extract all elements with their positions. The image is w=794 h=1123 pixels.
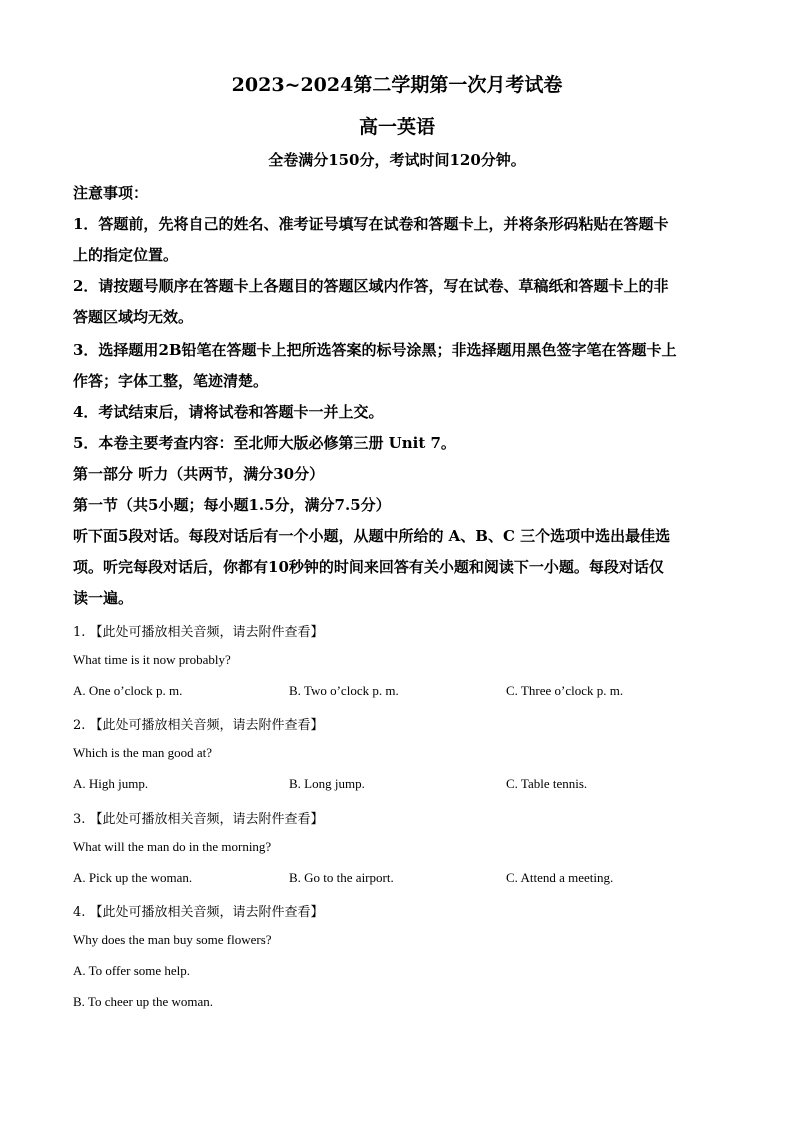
audio-placeholder[interactable]: 1. 【此处可播放相关音频，请去附件查看】 (73, 625, 324, 640)
option-b: B. Long jump. (289, 776, 365, 791)
instructions-line: 听下面5段对话。每段对话后有一个小题，从题中所给的 A、B、C 三个选项中选出最佳选 (73, 527, 671, 545)
subject-title: 高一英语 (358, 116, 435, 138)
note-line: 1．答题前，先将自己的姓名、准考证号填写在试卷和答题卡上，并将条形码粘贴在答题卡 (73, 215, 669, 233)
notes-heading: 注意事项： (73, 184, 149, 202)
option-a: A. One o’clock p. m. (73, 683, 183, 698)
instructions-line: 项。听完每段对话后，你都有10秒钟的时间来回答有关小题和阅读下一小题。每段对话仅 (73, 558, 664, 576)
section1-heading: 第一节（共5小题；每小题1.5分，满分7.5分） (73, 496, 391, 514)
option-b: B. Go to the airport. (289, 870, 394, 885)
audio-placeholder[interactable]: 2. 【此处可播放相关音频，请去附件查看】 (73, 718, 324, 733)
option-c: C. Table tennis. (506, 776, 588, 791)
note-line: 2．请按题号顺序在答题卡上各题目的答题区域内作答，写在试卷、草稿纸和答题卡上的非 (73, 277, 669, 295)
question-text: Which is the man good at? (73, 745, 212, 760)
note-line: 答题区域均无效。 (73, 308, 194, 326)
option-a: A. High jump. (73, 776, 149, 791)
audio-placeholder[interactable]: 3. 【此处可播放相关音频，请去附件查看】 (73, 812, 324, 827)
note-line: 5．本卷主要考查内容：至北师大版必修第三册 Unit 7。 (73, 434, 456, 452)
note-line: 上的指定位置。 (73, 246, 179, 264)
option-b: B. Two o’clock p. m. (289, 683, 399, 698)
option-a: A. Pick up the woman. (73, 870, 193, 885)
option-b: B. To cheer up the woman. (73, 994, 214, 1009)
option-c: C. Three o’clock p. m. (506, 683, 624, 698)
instructions-line: 读一遍。 (73, 589, 134, 607)
note-line: 4．考试结束后，请将试卷和答题卡一并上交。 (73, 403, 384, 421)
note-line: 3．选择题用2B铅笔在答题卡上把所选答案的标号涂黑；非选择题用黑色签字笔在答题卡上 (73, 341, 677, 359)
note-line: 作答；字体工整，笔迹清楚。 (73, 372, 269, 390)
question-text: What time is it now probably? (73, 652, 231, 667)
exam-info: 全卷满分150分，考试时间120分钟。 (268, 151, 526, 169)
question-text: Why does the man buy some flowers? (73, 932, 272, 947)
question-text: What will the man do in the morning? (73, 839, 272, 854)
part1-heading: 第一部分 听力（共两节，满分30分） (73, 465, 325, 483)
option-c: C. Attend a meeting. (506, 870, 614, 885)
exam-title: 2023~2024第二学期第一次月考试卷 (231, 74, 563, 96)
option-a: A. To offer some help. (73, 963, 191, 978)
audio-placeholder[interactable]: 4. 【此处可播放相关音频，请去附件查看】 (73, 905, 324, 920)
